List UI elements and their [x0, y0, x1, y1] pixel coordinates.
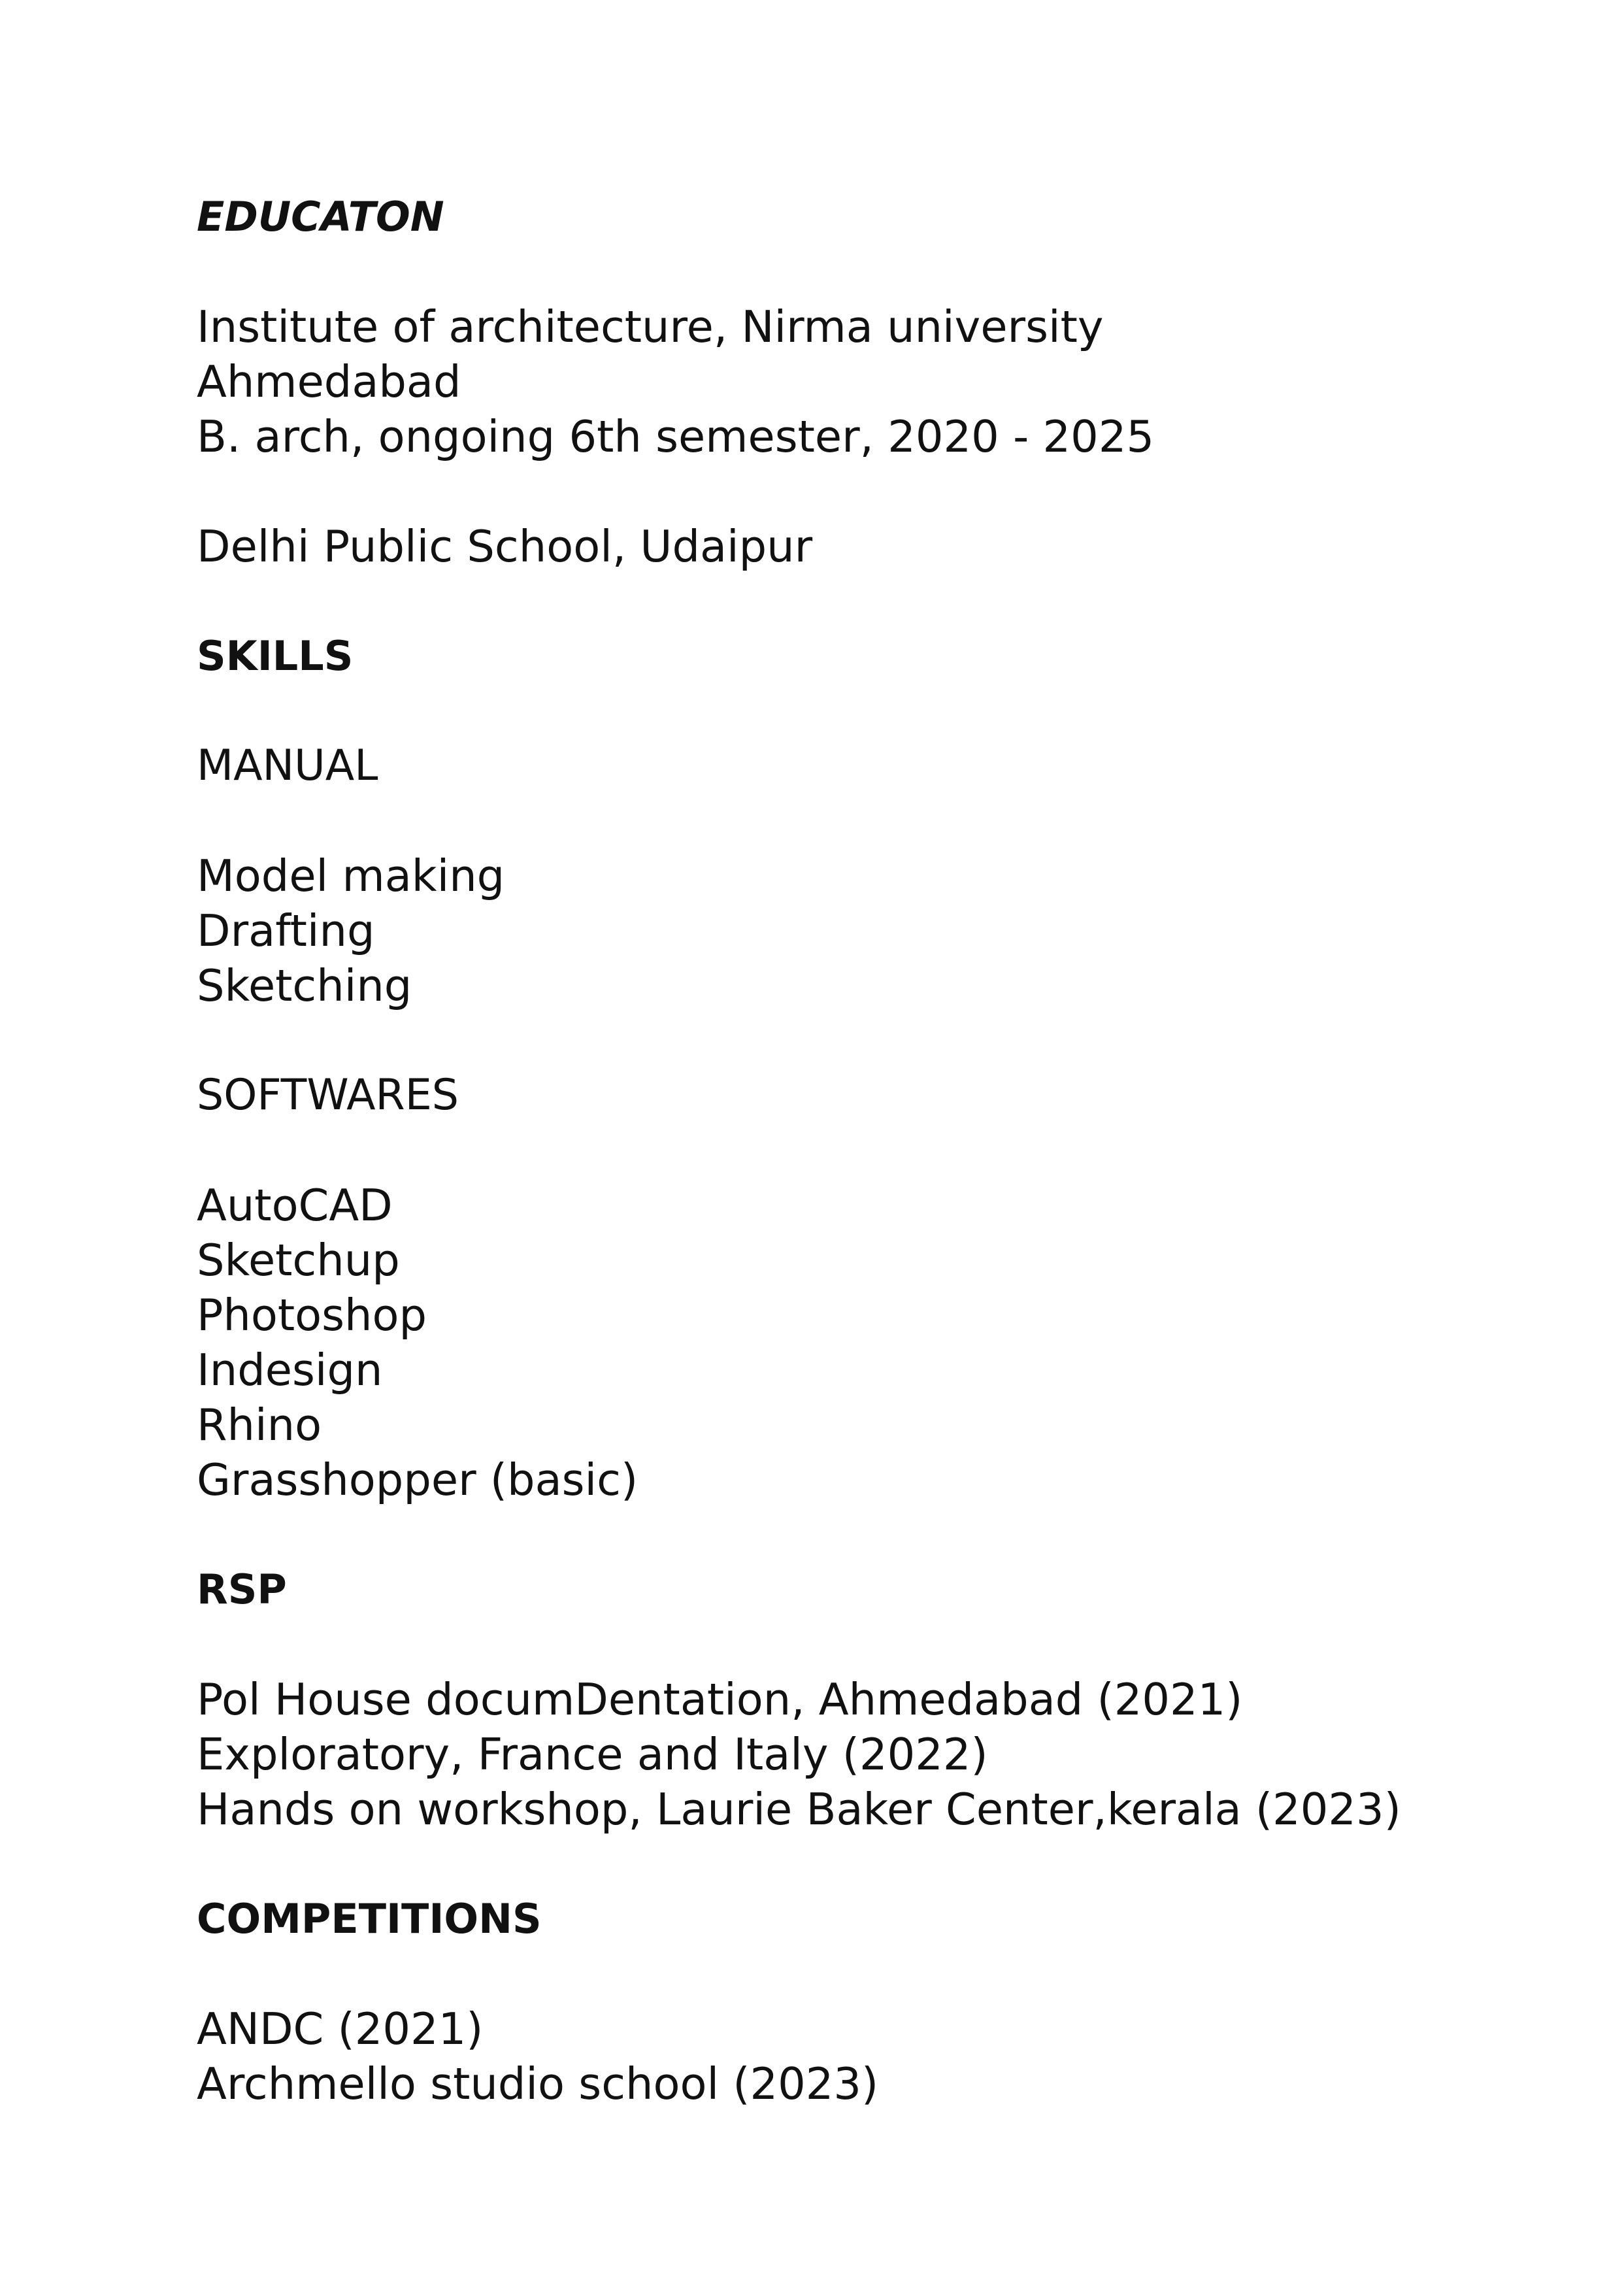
- spacer: [197, 1837, 1504, 1892]
- list-item: Sketching: [197, 960, 412, 1011]
- list-item: Rhino: [197, 1399, 322, 1450]
- spacer: [197, 244, 1504, 299]
- competitions-heading: COMPETITIONS: [197, 1895, 542, 1943]
- spacer: [197, 464, 1504, 519]
- manual-skills-list: [197, 848, 1504, 1013]
- list-item: Archmello studio school (2023): [197, 2058, 879, 2109]
- competitions-section: [197, 1892, 1504, 2111]
- list-item: AutoCAD: [197, 1180, 393, 1231]
- list-item: Hands on workshop, Laurie Baker Center,kerala (2023): [197, 1784, 1401, 1835]
- spacer: [197, 574, 1504, 629]
- softwares-label: SOFTWARES: [197, 1071, 459, 1120]
- education-degree: B. arch, ongoing 6th semester, 2020 - 2025: [197, 411, 1155, 462]
- spacer: [197, 1617, 1504, 1672]
- list-item: Photoshop: [197, 1290, 427, 1341]
- resume-page: [197, 190, 1504, 2111]
- software-skills-list: [197, 1178, 1504, 1507]
- list-item: Sketchup: [197, 1235, 400, 1286]
- spacer: [197, 1123, 1504, 1178]
- competitions-list: [197, 2001, 1504, 2111]
- education-institute: Institute of architecture, Nirma university: [197, 301, 1104, 352]
- list-item: Exploratory, France and Italy (2022): [197, 1729, 988, 1780]
- list-item: Grasshopper (basic): [197, 1454, 638, 1505]
- education-school: Delhi Public School, Udaipur: [197, 521, 813, 572]
- manual-label: MANUAL: [197, 741, 378, 790]
- spacer: [197, 794, 1504, 848]
- list-item: Model making: [197, 850, 505, 901]
- list-item: ANDC (2021): [197, 2003, 484, 2054]
- education-heading: EDUCATON: [197, 193, 444, 241]
- spacer: [197, 684, 1504, 739]
- spacer: [197, 1947, 1504, 2001]
- rsp-heading: RSP: [197, 1565, 287, 1613]
- spacer: [197, 1507, 1504, 1562]
- list-item: Pol House documDentation, Ahmedabad (2021): [197, 1674, 1243, 1725]
- rsp-section: [197, 1562, 1504, 1837]
- list-item: Indesign: [197, 1345, 383, 1396]
- spacer: [197, 1013, 1504, 1068]
- education-city: Ahmedabad: [197, 356, 461, 407]
- skills-heading: SKILLS: [197, 632, 354, 680]
- list-item: Drafting: [197, 905, 375, 956]
- skills-section: [197, 629, 1504, 1507]
- rsp-list: [197, 1672, 1504, 1837]
- education-section: [197, 190, 1504, 574]
